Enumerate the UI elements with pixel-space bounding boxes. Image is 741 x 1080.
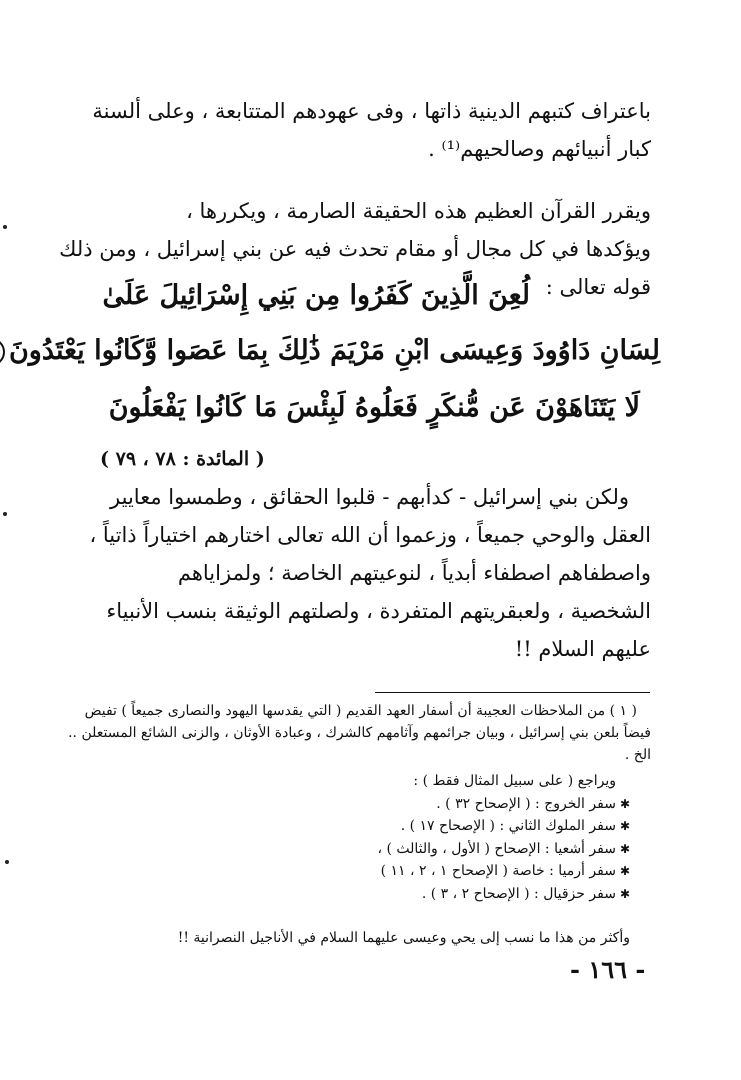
text-line: واصطفاهم اصطفاء أبدياً ، لنوعيتهم الخاصة ؛ ولمزاياهم [177, 561, 651, 585]
footnote-1 [68, 700, 651, 766]
quran-verse-line-2 [8, 335, 660, 366]
footnote-line: ( ١ ) من الملاحظات العجيبة أن أسفار العهد القديم ( التي يقدسها اليهود والنصارى جميعاً ) تفيض [84, 703, 637, 719]
list-item [200, 883, 630, 906]
list-item [200, 838, 630, 861]
scan-edge-mark [3, 512, 7, 516]
verse-text: لِسَانِ دَاوُودَ وَعِيسَى ابْنِ مَرْيَمَ ذَٰلِكَ بِمَا عَصَوا وَّكَانُوا يَعْتَدُونَ [8, 335, 660, 366]
list-item [200, 815, 630, 838]
verse-number-marker [0, 338, 5, 366]
verse-reference: ( المائدة : ٧٨ ، ٧٩ ) [100, 448, 265, 470]
footnote-line: الخ . [624, 747, 651, 763]
footnote-closing: وأكثر من هذا ما نسب إلى يحي وعيسى عليهما السلام في الأناجيل النصرانية !! [177, 930, 630, 946]
text-line: كبار أنبيائهم وصالحيهم⁽¹⁾ . [428, 137, 651, 161]
list-item-text: سفر حزقيال : ( الإصحاح ٢ ، ٣ ) . [421, 885, 616, 902]
text-line: باعتراف كتبهم الدينية ذاتها ، وفى عهودهم المتتابعة ، وعلى ألسنة [92, 99, 651, 123]
footnote-line: فيضاً بلعن بني إسرائيل ، وبيان جرائمهم وآثامهم كالشرك ، وعبادة الأوثان ، والزنى الشائع المستعلن .. [68, 725, 651, 741]
bullet-star-icon: ✱ [619, 864, 630, 878]
list-item [200, 860, 630, 883]
bullet-star-icon: ✱ [619, 819, 630, 833]
quran-verse-line-3: لَا يَتَنَاهَوْنَ عَن مُّنكَرٍ فَعَلُوهُ لَبِئْسَ مَا كَانُوا يَفْعَلُونَ [108, 392, 640, 423]
text-line: عليهم السلام !! [514, 637, 651, 661]
list-item-text: سفر الملوك الثاني : ( الإصحاح ١٧ ) . [400, 818, 616, 834]
bullet-star-icon: ✱ [619, 886, 630, 901]
bullet-star-icon: ✱ [619, 841, 630, 856]
quran-verse-line-1: لُعِنَ الَّذِينَ كَفَرُوا مِن بَنِي إِسْرَائِيلَ عَلَىٰ [102, 280, 530, 311]
text-line: العقل والوحي جميعاً ، وزعموا أن الله تعالى اختارهم اختياراً ذاتياً ، [89, 523, 651, 547]
paragraph-3 [89, 478, 651, 668]
text-line: ويؤكدها في كل مجال أو مقام تحدث فيه عن بني إسرائيل ، ومن ذلك [59, 237, 651, 261]
scan-edge-mark [3, 225, 7, 229]
text-line: الشخصية ، ولعبقريتهم المتفردة ، ولصلتهم الوثيقة بنسب الأنبياء [106, 599, 651, 623]
footnote-intro: ويراجع ( على سبيل المثال فقط ) : [413, 773, 616, 789]
list-item-text: سفر أرميا : خاصة ( الإصحاح ١ ، ٢ ، ١١ ) [380, 863, 616, 879]
list-item-text: سفر أشعيا : الإصحاح ( الأول ، والثالث ) ، [377, 840, 616, 857]
paragraph-1 [92, 92, 651, 168]
text-line: قوله تعالى : [545, 275, 651, 299]
list-item [200, 793, 630, 816]
footnote-references-list [200, 770, 630, 905]
text-line: ويقرر القرآن العظيم هذه الحقيقة الصارمة ، ويكررها ، [186, 199, 651, 223]
page-number: - ١٦٦ - [570, 955, 646, 984]
text-line: ولكن بني إسرائيل - كدأبهم - قلبوا الحقائق ، وطمسوا معايير [110, 485, 629, 509]
list-item-text: سفر الخروج : ( الإصحاح ٣٢ ) . [436, 795, 616, 812]
bullet-star-icon: ✱ [619, 796, 630, 811]
footnote-divider [375, 692, 650, 693]
scan-edge-mark [5, 860, 9, 864]
